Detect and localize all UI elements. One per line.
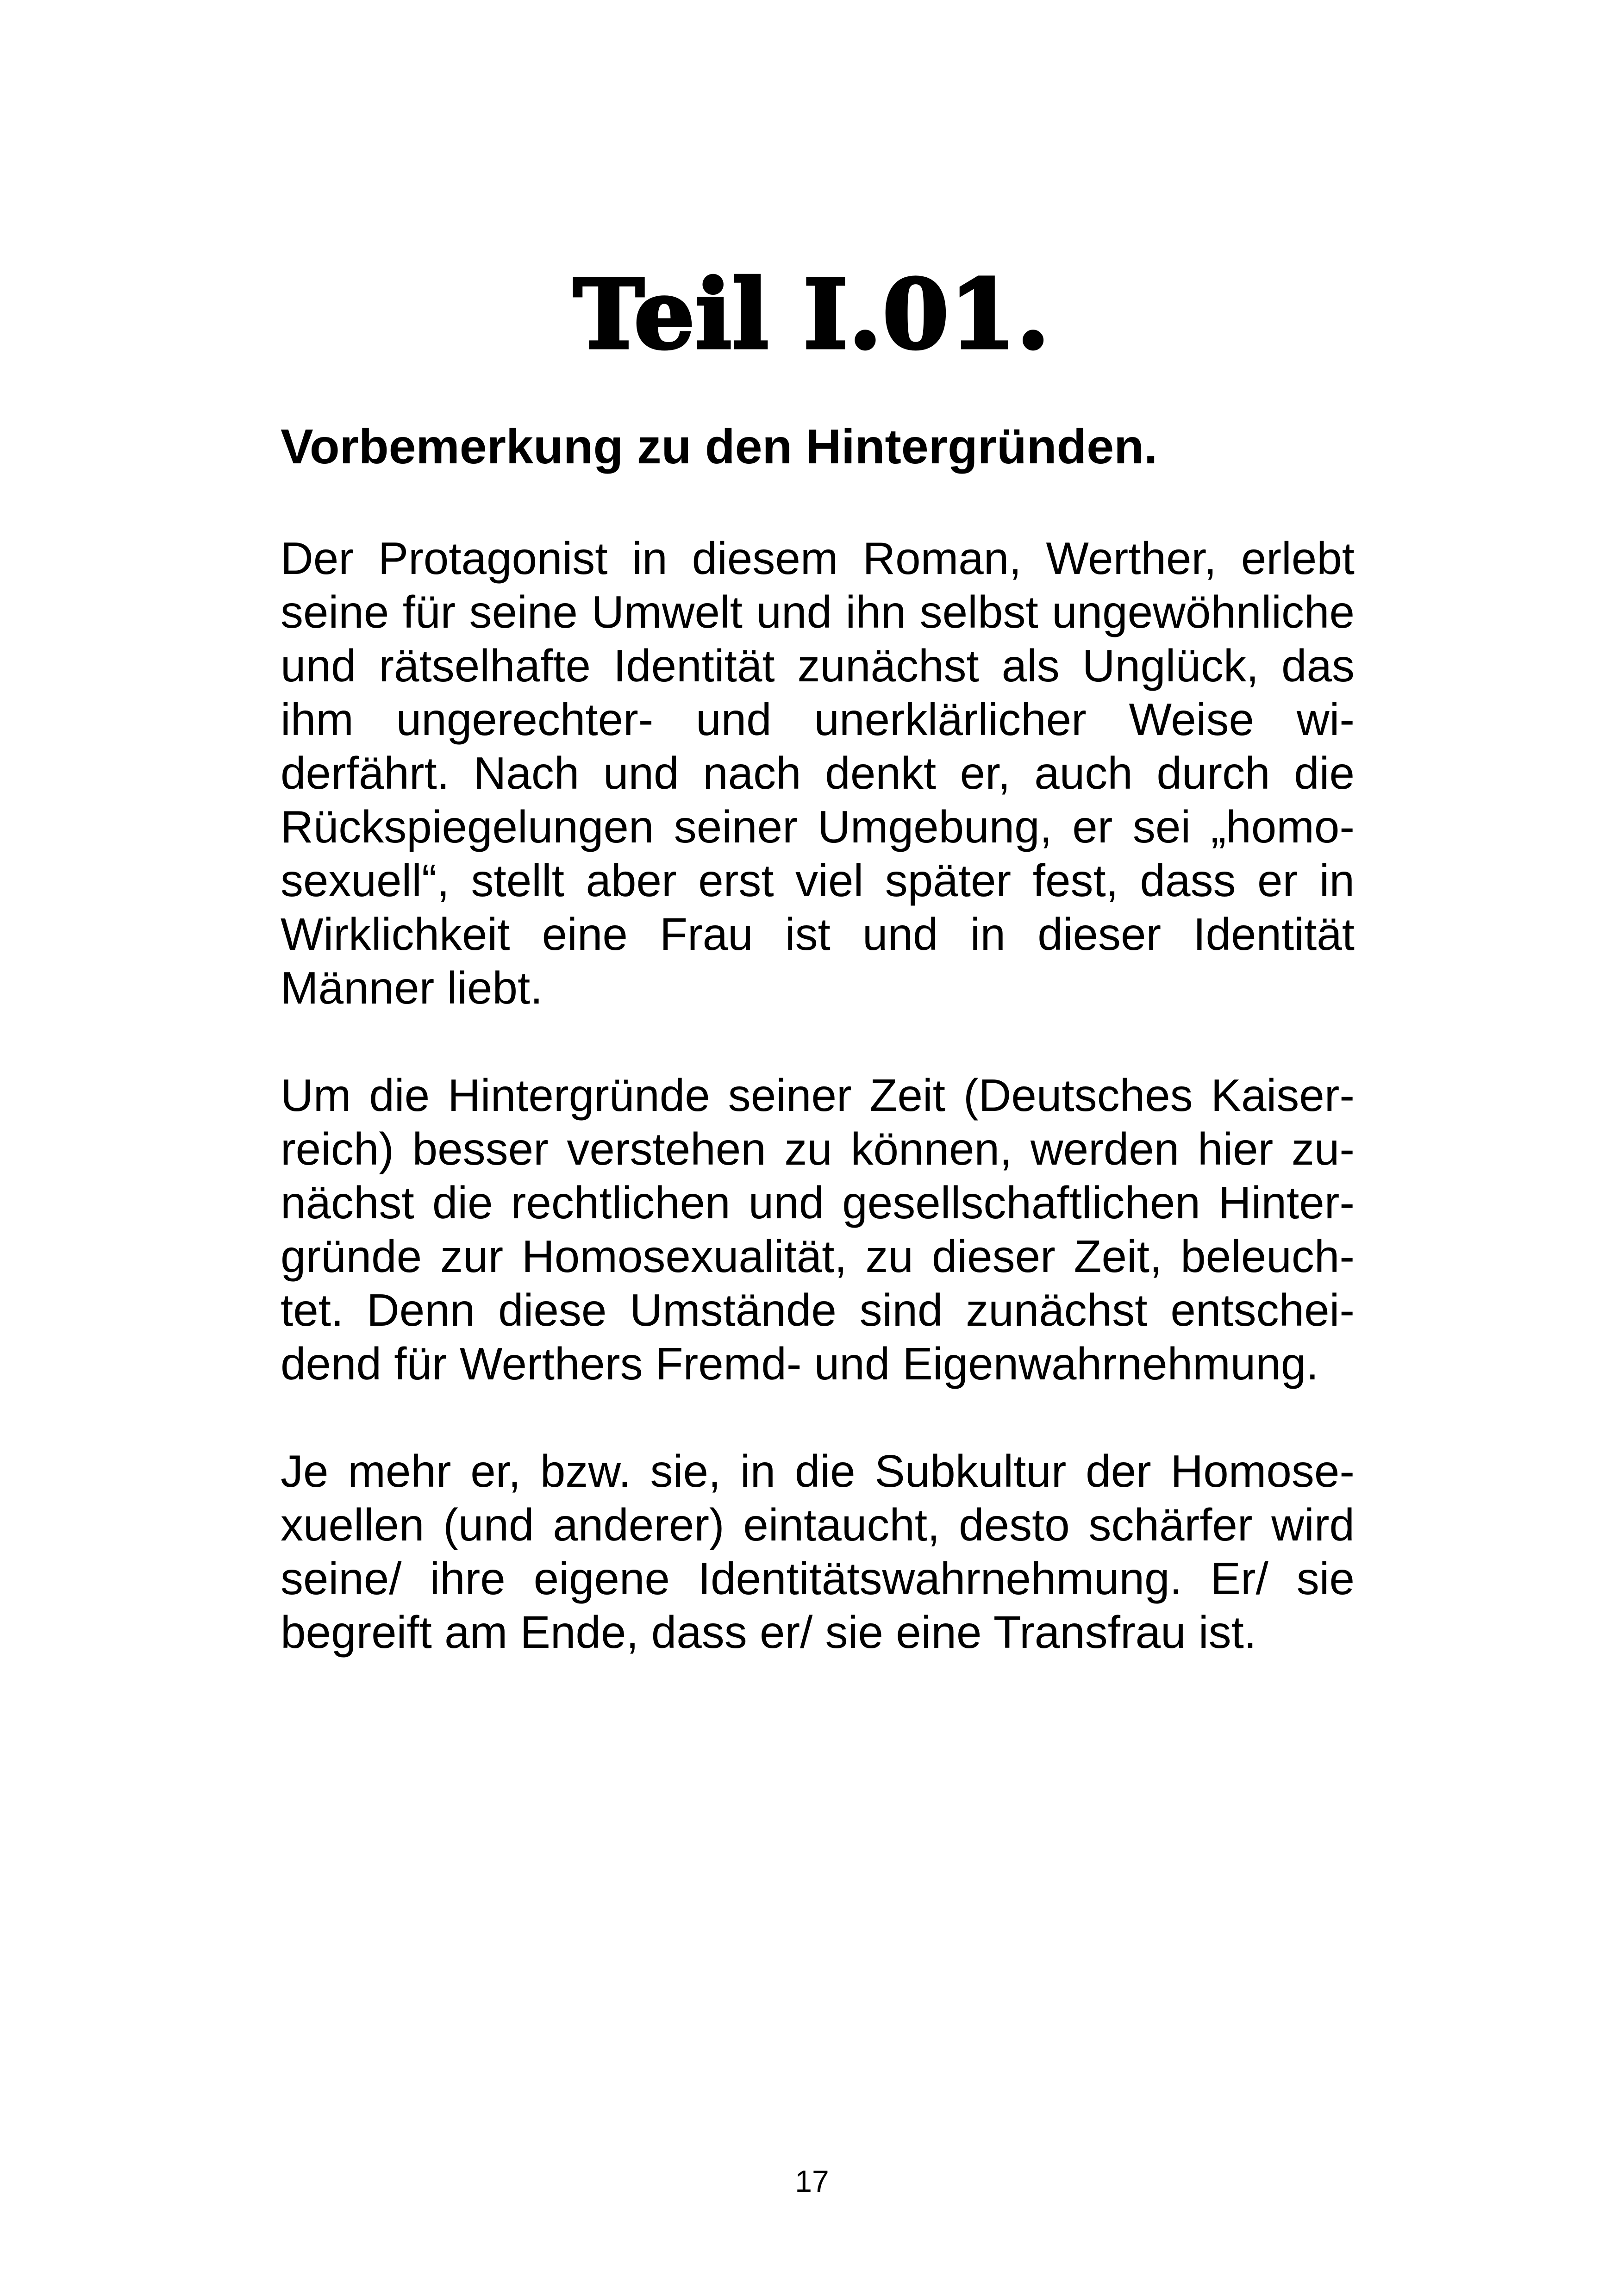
paragraph-background: Um die Hintergründe seiner Zeit (Deutsches Kaiserreich) besser verstehen zu können, werden hier zunächst die rechtlichen und gesellschaftlichen Hintergründe zur Homosexualität, zu dieser Zeit, beleuchtet. Denn diese Umstände sind zunächst entscheidend für Werthers Fremd- und Eigenwahrnehmung. (281, 1070, 1355, 1389)
section-subtitle: Vorbemerkung zu den Hintergründen. (281, 419, 1158, 474)
page-content (281, 417, 1355, 1713)
part-title: Teil I.01. (573, 259, 1051, 370)
paragraph-intro: Der Protagonist in diesem Roman, Werther, erlebt seine für seine Umwelt und ihn selbst ungewöhnliche und rätselhafte Identität zunächst als Unglück, das ihm ungerechter- und unerklärlicher Weise widerfährt. Nach und nach denkt er, auch durch die Rückspiegelungen seiner Umgebung, er sei „homosexuell“, stellt aber erst viel später fest, dass er in Wirklichkeit eine Frau ist und in dieser Identität Männer liebt. (281, 533, 1355, 1013)
page-number: 17 (795, 2164, 829, 2198)
paragraph-identity: Je mehr er, bzw. sie, in die Subkultur der Homosexuellen (und anderer) eintaucht, desto schärfer wird seine/ ihre eigene Identitätswahrnehmung. Er/ sie begreift am Ende, dass er/ sie eine Transfrau ist. (281, 1446, 1355, 1658)
